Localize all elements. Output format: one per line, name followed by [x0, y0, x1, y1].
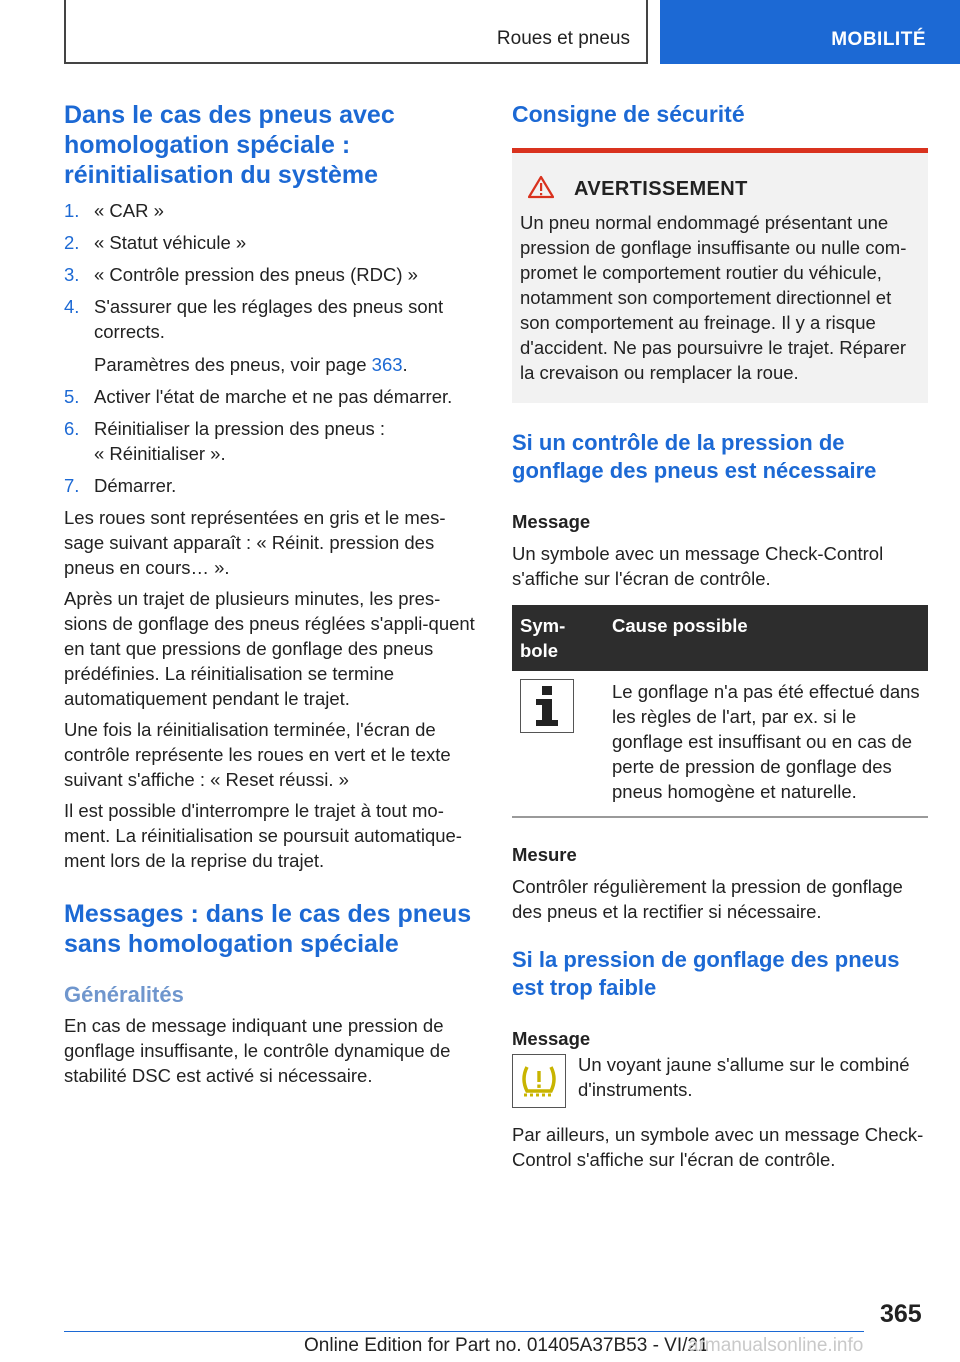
paragraph: Par ailleurs, un symbole avec un message Check-Control s'affiche sur l'écran de contrôle. [512, 1124, 924, 1170]
warning-header [520, 175, 920, 204]
list-item: 1. « CAR » [64, 200, 164, 221]
paragraph: En cas de message indiquant une pression de gonflage insuffisante, le contrôle dynamique de stabilité DSC est activé si nécessaire. [64, 1015, 451, 1086]
header-chapter-label: MOBILITÉ [831, 29, 926, 50]
step-note: Paramètres des pneus, voir page 363. [94, 354, 408, 375]
paragraph: Un voyant jaune s'allume sur le combiné d'instruments. [578, 1054, 910, 1100]
heading-low-pressure: Si la pression de gonflage des pneus est trop faible [512, 947, 900, 1000]
table-header-cause: Cause possible [604, 605, 928, 671]
table-cell-cause: Le gonflage n'a pas été effectué dans les règles de l'art, par ex. si le gonflage est insuffisant ou en cas de perte de pression de gonflage des pneus homogène et naturelle. [604, 671, 928, 817]
header-section-box [64, 0, 648, 64]
heading-safety: Consigne de sécurité [512, 101, 745, 127]
list-item: 6. Réinitialiser la pression des pneus : « Réinitialiser ». [64, 418, 386, 464]
list-item: 4. S'assurer que les réglages des pneus sont corrects. Paramètres des pneus, voir page 363. [64, 294, 478, 377]
right-column [512, 100, 928, 1172]
watermark: armanualsonline.info [688, 1335, 864, 1356]
symbol-table [512, 605, 928, 818]
reset-steps-list [64, 198, 478, 498]
heading-reset-system: Dans le cas des pneus avec homologation spéciale : réinitialisation du système [64, 101, 395, 189]
heading-check-pressure: Si un contrôle de la pression de gonflage des pneus est nécessaire [512, 430, 877, 483]
warning-triangle-icon [528, 175, 554, 204]
tire-pressure-warning-icon [512, 1054, 566, 1108]
page-link-363[interactable]: 363 [371, 354, 403, 375]
heading-messages: Messages : dans le cas des pneus sans homologation spéciale [64, 900, 472, 958]
mesure-label: Mesure [512, 844, 577, 865]
header-chapter-tab[interactable] [660, 0, 960, 64]
heading-general: Généralités [64, 982, 184, 1007]
warning-text: Un pneu normal endommagé présentant une pression de gonflage insuffisante ou nulle com-promet le comportement routier du véhicule, notamment son comportement directionnel et son comportement au freinage. Il y a risque d'accident. Ne pas poursuivre le trajet. Réparer la crevaison ou remplacer la roue. [520, 212, 907, 383]
warning-lamp-row [512, 1054, 928, 1108]
list-item: 3. « Contrôle pression des pneus (RDC) » [64, 264, 418, 285]
list-item: 2. « Statut véhicule » [64, 232, 247, 253]
paragraph: Un symbole avec un message Check-Control s'affiche sur l'écran de contrôle. [512, 543, 884, 589]
message-label: Message [512, 1028, 591, 1049]
footer-divider [64, 1331, 864, 1332]
paragraph: Les roues sont représentées en gris et le mes-sage suivant apparaît : « Réinit. pression des pneus en cours… ». [64, 507, 446, 578]
table-header-symbol: Sym-bole [512, 605, 604, 671]
list-item: 7. Démarrer. [64, 475, 177, 496]
page-number: 365 [880, 1300, 922, 1328]
warning-box [512, 148, 928, 403]
warning-title: AVERTISSEMENT [574, 178, 748, 200]
table-row [512, 671, 928, 817]
paragraph: Après un trajet de plusieurs minutes, les pres-sions de gonflage des pneus réglées s'appli-quent en tant que pressions de gonflage des pneus prédéfinies. La réinitialisation se termine automatiquement pendant le trajet. [64, 588, 475, 709]
message-label: Message [512, 511, 591, 532]
left-column [64, 100, 478, 1088]
paragraph: Une fois la réinitialisation terminée, l'écran de contrôle représente les roues en vert et le texte suivant s'affiche : « Reset réussi. » [64, 719, 451, 790]
info-icon [520, 679, 574, 733]
header-section-title: Roues et pneus [496, 28, 630, 49]
paragraph: Contrôler régulièrement la pression de gonflage des pneus et la rectifier si nécessaire. [512, 876, 903, 922]
paragraph: Il est possible d'interrompre le trajet à tout mo-ment. La réinitialisation se poursuit automatique-ment lors de la reprise du trajet. [64, 800, 462, 871]
edition-text: Online Edition for Part no. 01405A37B53 - VI/21 [304, 1335, 709, 1356]
list-item: 5. Activer l'état de marche et ne pas démarrer. [64, 386, 453, 407]
